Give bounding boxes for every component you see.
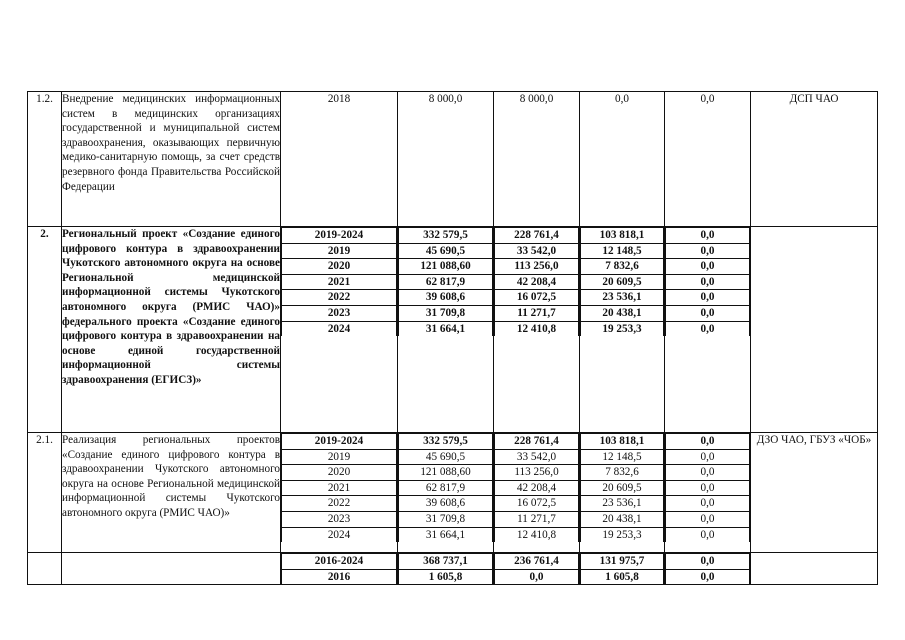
- years-list: [281, 433, 397, 542]
- regional-cell: 12 148,5: [581, 449, 664, 465]
- total-cell: 39 608,6: [399, 496, 493, 512]
- regional-cell: 7 832,6: [581, 465, 664, 481]
- regional-cell: 1 605,8: [581, 569, 664, 584]
- federal-cell: 8 000,0: [494, 92, 580, 227]
- table-row-totals: [28, 553, 878, 585]
- row-number: 2.1.: [28, 433, 62, 553]
- regional-cell: 19 253,3: [581, 321, 664, 336]
- total-cell: 31 664,1: [399, 527, 493, 542]
- regional-cell: 20 438,1: [581, 305, 664, 321]
- executor-cell: ДСП ЧАО: [751, 92, 878, 227]
- other-cell: 0,0: [666, 527, 750, 542]
- year-cell: 2016: [282, 569, 397, 584]
- other-cell: 0,0: [666, 290, 750, 306]
- federal-cell: 42 208,4: [495, 480, 579, 496]
- total-list: [398, 227, 493, 336]
- federal-cell: 228 761,4: [495, 228, 579, 244]
- other-cell: 0,0: [666, 449, 750, 465]
- total-column: [398, 553, 494, 585]
- year-cell: 2019: [282, 449, 397, 465]
- federal-cell: 0,0: [495, 569, 579, 584]
- total-cell: 39 608,6: [399, 290, 493, 306]
- other-cell: 0,0: [666, 554, 750, 570]
- year-cell: 2020: [282, 259, 397, 275]
- regional-cell: 20 609,5: [581, 480, 664, 496]
- regional-cell: 23 536,1: [581, 290, 664, 306]
- federal-cell: 228 761,4: [495, 434, 579, 450]
- federal-cell: 33 542,0: [495, 243, 579, 259]
- regional-list: [580, 227, 664, 336]
- other-cell: 0,0: [666, 321, 750, 336]
- federal-column: [494, 227, 580, 433]
- regional-list: [580, 553, 664, 584]
- regional-cell: 131 975,7: [581, 554, 664, 570]
- year-cell: 2019: [282, 243, 397, 259]
- federal-column: [494, 433, 580, 553]
- row-description: Реализация региональных проектов «Создание единого цифрового контура в здравоохранении Чукотского автономного округа на основе Региональной медицинской информационной системы Чукотского автономного округа (РМИС ЧАО)»: [62, 433, 281, 553]
- federal-cell: 42 208,4: [495, 274, 579, 290]
- year-cell: 2016-2024: [282, 554, 397, 570]
- other-cell: 0,0: [666, 496, 750, 512]
- years-list: [281, 227, 397, 336]
- row-number: 1.2.: [28, 92, 62, 227]
- federal-list: [494, 553, 579, 584]
- total-cell: 121 088,60: [399, 259, 493, 275]
- regional-column: [580, 553, 665, 585]
- year-cell: 2020: [282, 465, 397, 481]
- table-row: [28, 433, 878, 553]
- other-list: [665, 553, 750, 584]
- federal-cell: 33 542,0: [495, 449, 579, 465]
- total-cell: 31 709,8: [399, 305, 493, 321]
- federal-cell: 12 410,8: [495, 321, 579, 336]
- other-cell: 0,0: [666, 259, 750, 275]
- total-cell: 45 690,5: [399, 243, 493, 259]
- regional-cell: 20 438,1: [581, 511, 664, 527]
- total-cell: 31 664,1: [399, 321, 493, 336]
- years-column: [281, 553, 398, 585]
- table-row: [28, 92, 878, 227]
- program-funding-table: [27, 91, 878, 585]
- federal-list: [494, 433, 579, 542]
- year-cell: 2024: [282, 321, 397, 336]
- other-cell: 0,0: [666, 569, 750, 584]
- row-description: Внедрение медицинских информационных систем в медицинских организациях государственной и муниципальной систем здравоохранения, оказывающих первичную медико-санитарную помощь, за счет средств резервного фонда Правительства Российской Федерации: [62, 92, 281, 227]
- regional-cell: 20 609,5: [581, 274, 664, 290]
- federal-list: [494, 227, 579, 336]
- year-cell: 2022: [282, 290, 397, 306]
- other-cell: 0,0: [666, 511, 750, 527]
- other-cell: 0,0: [666, 228, 750, 244]
- year-cell: 2018: [281, 92, 398, 227]
- federal-cell: 113 256,0: [495, 259, 579, 275]
- regional-list: [580, 433, 664, 542]
- other-list: [665, 433, 750, 542]
- total-list: [398, 553, 493, 584]
- total-cell: 332 579,5: [399, 228, 493, 244]
- executor-cell: ДЗО ЧАО, ГБУЗ «ЧОБ»: [751, 433, 878, 553]
- federal-cell: 236 761,4: [495, 554, 579, 570]
- regional-column: [580, 227, 665, 433]
- total-cell: 45 690,5: [399, 449, 493, 465]
- row-description: Региональный проект «Создание единого цифрового контура в здравоохранении Чукотского автономного округа на основе Региональной медицинской информационной системы Чукотского автономного округа (РМИС ЧАО)» федерального проекта «Создание единого цифрового контура в здравоохранении на основе единой государственной информационной системы здравоохранения (ЕГИСЗ)»: [62, 227, 281, 433]
- executor-cell: [751, 227, 878, 433]
- regional-cell: 19 253,3: [581, 527, 664, 542]
- regional-cell: 12 148,5: [581, 243, 664, 259]
- regional-cell: 0,0: [580, 92, 665, 227]
- years-column: [281, 433, 398, 553]
- row-description: [62, 553, 281, 585]
- year-cell: 2019-2024: [282, 434, 397, 450]
- regional-cell: 7 832,6: [581, 259, 664, 275]
- total-column: [398, 433, 494, 553]
- other-column: [665, 553, 751, 585]
- years-list: [281, 553, 397, 584]
- other-cell: 0,0: [666, 274, 750, 290]
- total-cell: 1 605,8: [399, 569, 493, 584]
- years-column: [281, 227, 398, 433]
- other-column: [665, 433, 751, 553]
- federal-cell: 11 271,7: [495, 305, 579, 321]
- regional-column: [580, 433, 665, 553]
- regional-cell: 103 818,1: [581, 434, 664, 450]
- other-list: [665, 227, 750, 336]
- federal-cell: 16 072,5: [495, 290, 579, 306]
- federal-cell: 11 271,7: [495, 511, 579, 527]
- total-cell: 8 000,0: [398, 92, 494, 227]
- year-cell: 2021: [282, 274, 397, 290]
- total-cell: 368 737,1: [399, 554, 493, 570]
- total-cell: 62 817,9: [399, 274, 493, 290]
- row-number: [28, 553, 62, 585]
- year-cell: 2021: [282, 480, 397, 496]
- regional-cell: 103 818,1: [581, 228, 664, 244]
- other-cell: 0,0: [665, 92, 751, 227]
- year-cell: 2024: [282, 527, 397, 542]
- total-list: [398, 433, 493, 542]
- year-cell: 2023: [282, 511, 397, 527]
- federal-column: [494, 553, 580, 585]
- federal-cell: 113 256,0: [495, 465, 579, 481]
- year-cell: 2023: [282, 305, 397, 321]
- federal-cell: 16 072,5: [495, 496, 579, 512]
- other-cell: 0,0: [666, 243, 750, 259]
- row-number: 2.: [28, 227, 62, 433]
- total-cell: 332 579,5: [399, 434, 493, 450]
- total-cell: 121 088,60: [399, 465, 493, 481]
- table-row: [28, 227, 878, 433]
- year-cell: 2022: [282, 496, 397, 512]
- total-column: [398, 227, 494, 433]
- year-cell: 2019-2024: [282, 228, 397, 244]
- other-cell: 0,0: [666, 305, 750, 321]
- other-cell: 0,0: [666, 465, 750, 481]
- regional-cell: 23 536,1: [581, 496, 664, 512]
- total-cell: 31 709,8: [399, 511, 493, 527]
- executor-cell: [751, 553, 878, 585]
- total-cell: 62 817,9: [399, 480, 493, 496]
- federal-cell: 12 410,8: [495, 527, 579, 542]
- other-cell: 0,0: [666, 434, 750, 450]
- other-column: [665, 227, 751, 433]
- other-cell: 0,0: [666, 480, 750, 496]
